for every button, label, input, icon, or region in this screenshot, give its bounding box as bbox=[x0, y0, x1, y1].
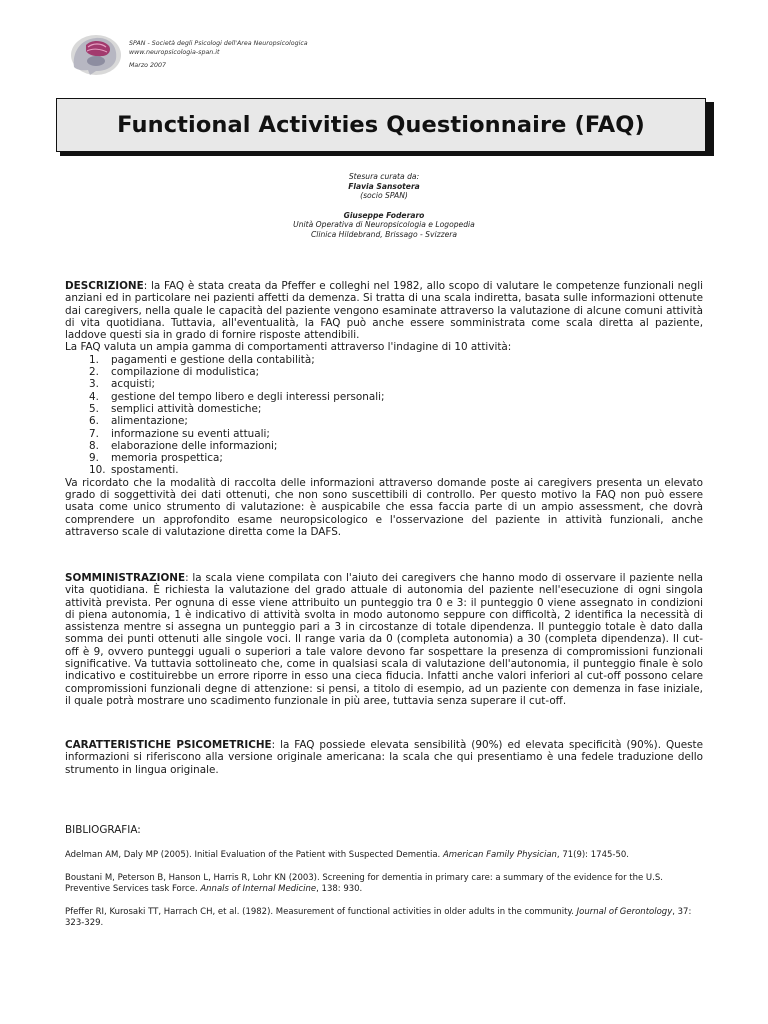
website-link[interactable]: www.neuropsicologia-span.it bbox=[129, 48, 220, 56]
descrizione-closing: Va ricordato che la modalità di raccolta delle informazioni attraverso domande poste ai caregivers presenta un elevato grado di soggettività dei dati ottenuti, che non sono suscettibili di controllo. Per questo motivo la FAQ non può essere usata come unico strumento di valutazione: è auspicabile che essa faccia parte di un ampio assessment, che dovrà comprendere un approfondito esame neuropsicologico e l'osservazione del paziente in attività funzionali, anche attraverso scale di valutazione diretta come la DAFS. bbox=[65, 476, 703, 538]
references-list bbox=[65, 850, 705, 941]
reference-item: Adelman AM, Daly MP (2005). Initial Evaluation of the Patient with Suspected Dementia. American Family Physician, 71(9): 1745-50. bbox=[65, 850, 629, 860]
list-item: 9. memoria prospettica; bbox=[89, 452, 223, 465]
organization-name: SPAN - Società degli Psicologi dell'Area Neuropsicologica bbox=[129, 40, 308, 47]
list-item: 6. alimentazione; bbox=[89, 415, 188, 428]
brain-head-icon bbox=[66, 31, 122, 77]
activities-list bbox=[65, 354, 703, 477]
list-item: 5. semplici attività domestiche; bbox=[89, 402, 262, 415]
list-item: 2. compilazione di modulistica; bbox=[89, 366, 260, 379]
title-box bbox=[56, 98, 706, 152]
list-item: 10. spostamenti. bbox=[89, 464, 179, 477]
section-descrizione bbox=[65, 280, 703, 538]
descrizione-paragraph bbox=[65, 280, 703, 341]
descrizione-label: DESCRIZIONE bbox=[65, 280, 144, 292]
list-item: 4. gestione del tempo libero e degli interessi personali; bbox=[89, 390, 385, 403]
author1-name: Flavia Sansotera bbox=[348, 181, 420, 191]
page-title: Functional Activities Questionnaire (FAQ) bbox=[117, 112, 645, 138]
somministrazione-text: : la scala viene compilata con l'aiuto dei caregivers che hanno modo di osservare il paziente nella vita quotidiana. È richiesta la valutazione del grado attuale di autonomia del paziente nell'esecuzione di ogni singola attività prevista. Per ognuna di esse viene attribuito un punteggio tra 0 e 3: il punteggio 0 viene assegnato in condizioni di piena autonomia, 1 è indicativo di attività svolta in modo autonomo seppure con difficoltà, 2 identifica la necessità di assistenza mentre si assegna un punteggio pari a 3 in circostanze di totale dipendenza. Il punteggio totale è dato dalla somma dei punti ottenuti alle singole voci. Il range varia da 0 (completa autonomia) a 30 (completa dipendenza). Il cut-off è 9, ovvero punteggi uguali o superiori a tale valore devono far sospettare la presenza di compromissioni funzionali significative. Va tuttavia sottolineato che, come in qualsiasi scala di valutazione dell'autonomia, il punteggio finale è solo indicativo e costituirebbe un errore riporre in esso una cieca fiducia. Infatti anche valori inferiori al cut-off possono celare compromissioni funzionali degne di attenzione: si pensi, a titolo di esempio, ad un paziente con demenza in fase iniziale, il quale potrà mostrare uno scadimento funzionale in più aree, tuttavia senza superare il cut-off. bbox=[65, 572, 703, 707]
somministrazione-paragraph bbox=[65, 572, 703, 707]
psicometriche-text: : la FAQ possiede elevata sensibilità (90%) ed elevata specificità (90%). Queste informazioni si riferiscono alla versione originale americana: la scala che qui presentiamo è una fedele traduzione dello strumento in lingua originale. bbox=[65, 739, 703, 776]
descrizione-text: : la FAQ è stata creata da Pfeffer e colleghi nel 1982, allo scopo di valutare le competenze funzionali negli anziani ed in particolare nei pazienti affetti da demenza. Si tratta di una scala indiretta, basata sulle informazioni ottenute dai caregivers, nella quale le capacità del paziente vengono esaminate attraverso la valutazione di alcune comuni attività di vita quotidiana. Tuttavia, all'eventualità, la FAQ può anche essere somministrata come scala diretta al paziente, laddove questi sia in grado di fornire risposte attendibili. bbox=[65, 280, 703, 342]
reference-item: Boustani M, Peterson B, Hanson L, Harris R, Lohr KN (2003). Screening for dementia in primary care: a summary of the evidence for the U.S. Preventive Services task Force. Annals of Internal Medicine, 138: 930. bbox=[65, 872, 663, 895]
author2-name: Giuseppe Foderaro bbox=[343, 210, 425, 220]
list-item: 7. informazione su eventi attuali; bbox=[89, 427, 270, 440]
psicometriche-paragraph bbox=[65, 739, 703, 776]
edited-by-label: Stesura curata da: bbox=[348, 172, 420, 181]
credits bbox=[0, 172, 768, 240]
list-item: 3. acquisti; bbox=[89, 378, 156, 391]
psicometriche-label: CARATTERISTICHE PSICOMETRICHE bbox=[65, 739, 272, 751]
somministrazione-label: SOMMINISTRAZIONE bbox=[65, 572, 186, 584]
list-item: 8. elaborazione delle informazioni; bbox=[89, 439, 278, 452]
author1-role: (socio SPAN) bbox=[360, 191, 408, 201]
bibliografia-heading: BIBLIOGRAFIA: bbox=[65, 824, 141, 836]
document-date: Marzo 2007 bbox=[129, 62, 167, 70]
author2-clinic: Clinica Hildebrand, Brissago - Svizzera bbox=[310, 229, 458, 239]
section-psicometriche bbox=[65, 739, 703, 776]
list-item: 1. pagamenti e gestione della contabilità; bbox=[89, 353, 315, 366]
author2-unit: Unità Operativa di Neuropsicologia e Logopedia bbox=[293, 220, 475, 230]
activities-intro: La FAQ valuta un ampia gamma di comportamenti attraverso l'indagine di 10 attività: bbox=[65, 341, 512, 354]
header-info bbox=[129, 40, 308, 71]
reference-item: Pfeffer RI, Kurosaki TT, Harrach CH, et al. (1982). Measurement of functional activities in older adults in the community. Journal of Gerontology, 37: 323-329. bbox=[65, 906, 692, 929]
section-somministrazione bbox=[65, 572, 703, 707]
